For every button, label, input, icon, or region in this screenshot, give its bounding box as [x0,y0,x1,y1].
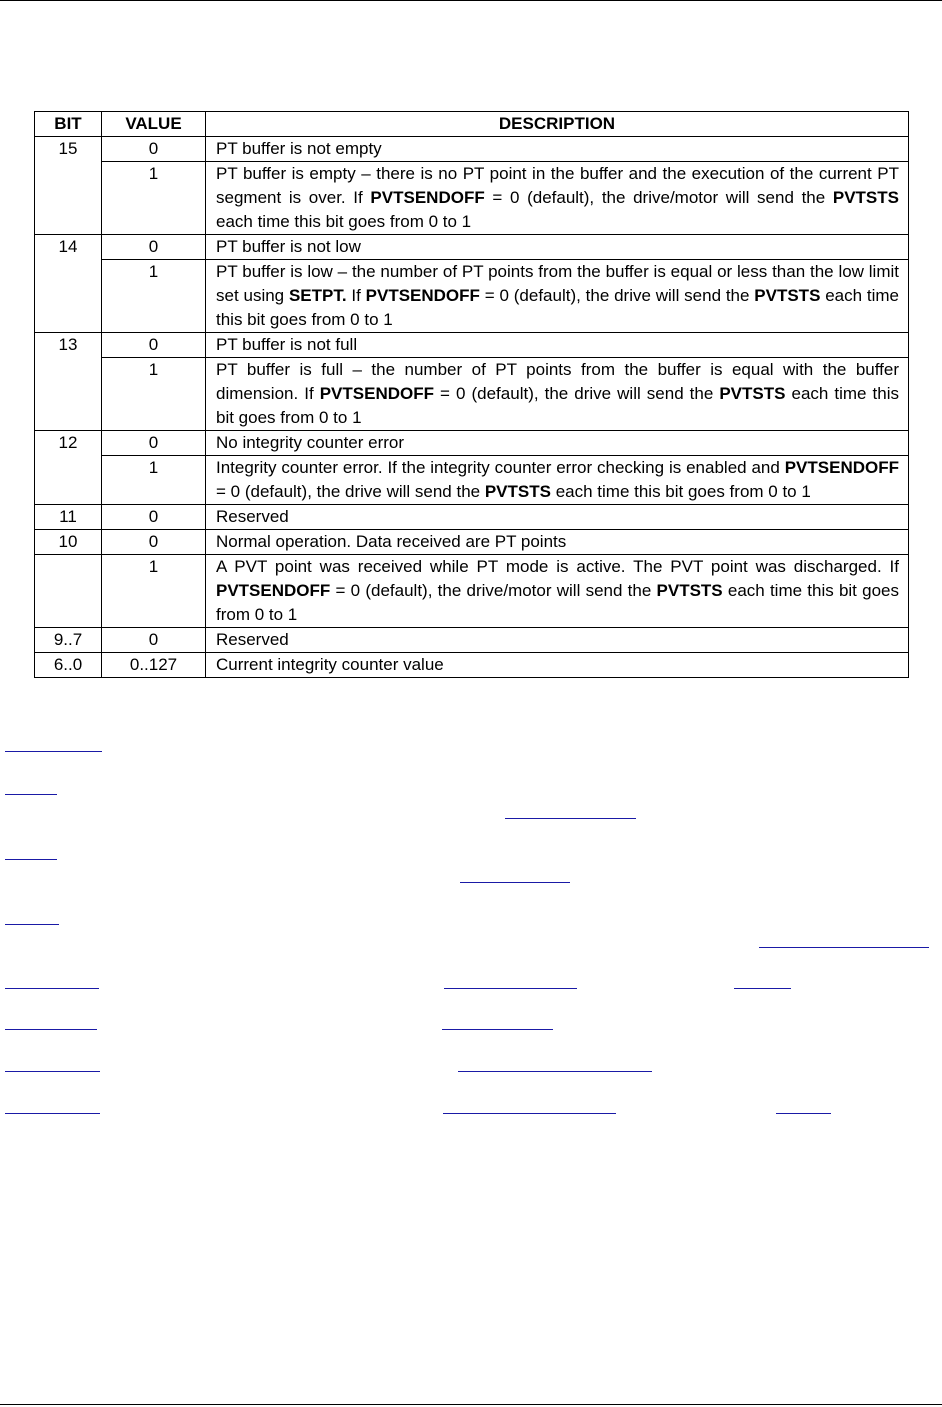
value-cell: 1 [102,555,206,628]
description-text: = 0 (default), the drive will send the [216,482,485,501]
bit-cell [35,555,102,628]
command-keyword: PVTSTS [832,188,899,207]
link-6[interactable] [5,924,59,925]
link-10[interactable] [734,988,791,989]
description-cell [206,555,909,628]
description-text: each time this bit goes from 0 to 1 [216,212,472,231]
header-value: VALUE [102,112,206,137]
value-cell: 0 [102,137,206,162]
link-2[interactable] [5,794,57,795]
value-cell: 0 [102,431,206,456]
description-text: No integrity counter error [216,433,405,452]
description-text: PT buffer is full – the number of PT points from the buffer is equal with the buffer dimension. If [216,360,899,403]
table-row [35,530,909,555]
description-cell [206,505,909,530]
bit-cell: 13 [35,333,102,431]
table-row [35,162,909,235]
link-3[interactable] [505,818,636,819]
value-cell: 0 [102,333,206,358]
link-15[interactable] [5,1113,100,1114]
description-text: Current integrity counter value [216,655,444,674]
value-cell: 0 [102,235,206,260]
header-description: DESCRIPTION [206,112,909,137]
link-7[interactable] [759,947,929,948]
description-text: Integrity counter error. If the integrity counter error checking is enabled and [216,458,785,477]
description-text: Normal operation. Data received are PT points [216,532,567,551]
link-4[interactable] [5,859,57,860]
value-cell: 1 [102,260,206,333]
link-17[interactable] [776,1113,831,1114]
table-row [35,137,909,162]
command-keyword: SETPT. [288,286,347,305]
link-13[interactable] [5,1071,100,1072]
command-keyword: PVTSTS [754,286,821,305]
description-cell [206,431,909,456]
description-text: each time this bit goes from 0 to 1 [216,384,899,427]
value-cell: 0 [102,628,206,653]
command-keyword: PVTSENDOFF [370,188,485,207]
description-text: each time this bit goes from 0 to 1 [550,482,811,501]
table-row [35,505,909,530]
command-keyword: PVTSENDOFF [365,286,480,305]
value-cell: 1 [102,456,206,505]
description-cell [206,260,909,333]
description-cell [206,358,909,431]
table-row [35,653,909,678]
table-row [35,260,909,333]
footer-rule [0,1404,942,1405]
bit-cell: 9..7 [35,628,102,653]
description-text: PT buffer is not full [216,335,358,354]
status-bits-table [34,111,909,678]
description-cell [206,333,909,358]
table-row [35,555,909,628]
description-cell [206,456,909,505]
table-row [35,333,909,358]
bit-cell: 11 [35,505,102,530]
description-text: PT buffer is empty – there is no PT point in the buffer and the execution of the current PT segment is over. If [216,164,899,207]
link-1[interactable] [5,751,102,752]
header-bit: BIT [35,112,102,137]
value-cell: 1 [102,358,206,431]
link-12[interactable] [442,1029,553,1030]
description-text: each time this bit goes from 0 to 1 [216,286,900,329]
link-16[interactable] [443,1113,616,1114]
description-text: PT buffer is not empty [216,139,382,158]
command-keyword: PVTSENDOFF [784,458,899,477]
description-cell [206,162,909,235]
description-text: Reserved [216,507,289,526]
value-cell: 0 [102,530,206,555]
command-keyword: PVTSTS [656,581,723,600]
table-header-row [35,112,909,137]
table-row [35,456,909,505]
description-text: Reserved [216,630,289,649]
bit-cell: 10 [35,530,102,555]
description-text: each time this bit goes from 0 to 1 [216,581,899,624]
description-text: = 0 (default), the drive/motor will send the [330,581,657,600]
value-cell: 0 [102,505,206,530]
bit-cell: 15 [35,137,102,235]
description-cell [206,530,909,555]
bit-cell: 14 [35,235,102,333]
description-text: = 0 (default), the drive/motor will send the [484,188,833,207]
description-text: A PVT point was received while PT mode is active. The PVT point was discharged. If [216,557,899,576]
description-cell [206,628,909,653]
command-keyword: PVTSTS [484,482,551,501]
value-cell: 1 [102,162,206,235]
value-cell: 0..127 [102,653,206,678]
description-text: PT buffer is not low [216,237,361,256]
description-cell [206,137,909,162]
description-text: PT buffer is low – the number of PT points from the buffer is equal or less than the low limit set using [216,262,899,305]
link-8[interactable] [5,988,99,989]
description-text: = 0 (default), the drive will send the [434,384,720,403]
description-cell [206,235,909,260]
table-row [35,431,909,456]
description-text: = 0 (default), the drive will send the [479,286,755,305]
table-row [35,358,909,431]
table-row [35,235,909,260]
link-14[interactable] [458,1071,652,1072]
header-rule [0,0,942,1]
command-keyword: PVTSENDOFF [216,581,331,600]
command-keyword: PVTSENDOFF [319,384,435,403]
description-text: If [346,286,366,305]
link-11[interactable] [5,1029,97,1030]
bit-cell: 6..0 [35,653,102,678]
link-5[interactable] [460,882,570,883]
description-cell [206,653,909,678]
bit-cell: 12 [35,431,102,505]
table-row [35,628,909,653]
command-keyword: PVTSTS [719,384,786,403]
link-9[interactable] [444,988,577,989]
